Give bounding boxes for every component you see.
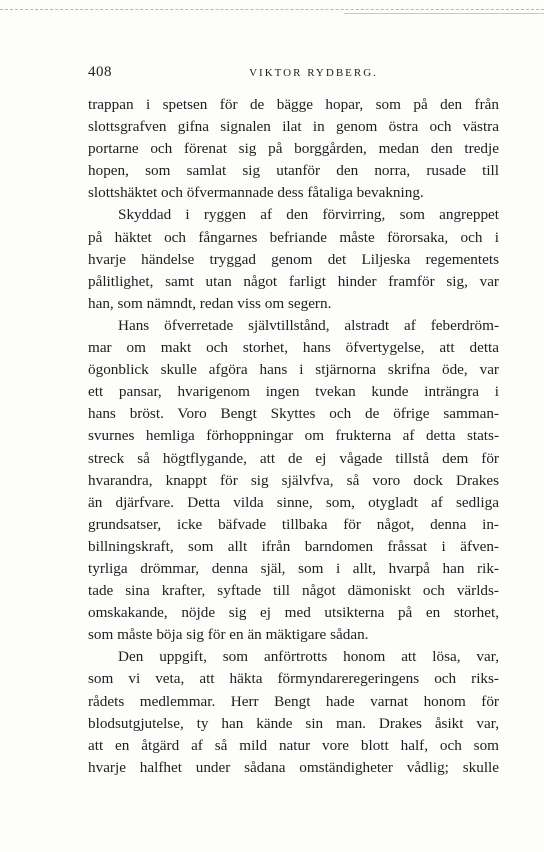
- text-line: som måste böja sig för en än mäktigare sådan.: [88, 626, 369, 644]
- text-line: än djärfvare. Detta vilda sinne, som, otygladt af sedliga: [88, 493, 499, 511]
- text-line: slottshäktet och öfvermannade dess fåtaliga bevakning.: [88, 184, 424, 202]
- text-line: omskakande, nöjde sig ej med utsikterna på en storhet,: [88, 604, 499, 622]
- text-line: slottsgrafven gifna signalen ilat in genom östra och västra: [88, 118, 499, 136]
- text-line: som vi veta, att häkta förmyndareregeringens och riks-: [88, 670, 499, 688]
- body-text: [88, 94, 499, 779]
- page-header: [88, 60, 499, 82]
- scan-edge-rule-right: [344, 13, 544, 14]
- text-line: Den uppgift, som anförtrotts honom att lösa, var,: [118, 648, 499, 666]
- text-line: hvarje halfhet under sådana omständigheter vådlig; skulle: [88, 758, 499, 776]
- text-line: han, som nämndt, redan viss om segern.: [88, 294, 332, 312]
- text-line: grundsatser, icke bäfvade tillbaka för något, denna in-: [88, 515, 499, 533]
- text-line: hopen, som samlat sig utanför den norra, rusade till: [88, 162, 499, 180]
- text-line: hvarandra, knappt för sig självfva, så voro dock Drakes: [88, 471, 499, 489]
- text-line: portarne och förenat sig på borggården, medan den tredje: [88, 140, 499, 158]
- page-number: 408: [88, 64, 112, 80]
- text-line: blodsutgjutelse, ty han kände sin man. Drakes åsikt var,: [88, 714, 499, 732]
- running-head: VIKTOR RYDBERG.: [249, 67, 378, 79]
- text-line: svurnes hemliga förhoppningar om frukterna af detta stats-: [88, 427, 499, 445]
- scan-edge-rule: [0, 9, 544, 10]
- text-line: på häktet och fångarnes befriande måste förorsaka, och i: [88, 228, 499, 246]
- text-line: Skyddad i ryggen af den förvirring, som angreppet: [118, 206, 499, 224]
- text-line: hans bröst. Voro Bengt Skyttes och de öfrige samman-: [88, 405, 499, 423]
- text-line: mar om makt och storhet, hans öfvertygelse, att detta: [88, 339, 499, 357]
- text-line: att en åtgärd af så mild natur vore blott half, och som: [88, 736, 499, 754]
- text-line: ett pansar, hvarigenom ingen tvekan kunde inträngra i: [88, 383, 499, 401]
- text-line: tade sina krafter, syftade till något dämoniskt och världs-: [88, 582, 499, 600]
- text-line: tyrliga drömmar, denna själ, som i allt, hvarpå han rik-: [88, 559, 499, 577]
- text-line: pålitlighet, samt utan något farligt hinder framför sig, var: [88, 272, 499, 290]
- text-line: hvarje händelse tryggad genom det Liljeska regementets: [88, 250, 499, 268]
- text-line: rådets medlemmar. Herr Bengt hade varnat honom för: [88, 692, 499, 710]
- text-line: streck så högtflygande, att de ej vågade tillstå dem för: [88, 449, 499, 467]
- text-line: ögonblick skulle afgöra hans i stjärnorna skrifna öde, var: [88, 361, 499, 379]
- text-line: trappan i spetsen för de bägge hopar, som på den från: [88, 96, 499, 113]
- text-line: billningskraft, som allt ifrån barndomen fråssat i äfven-: [88, 537, 499, 555]
- text-line: Hans öfverretade självtillstånd, alstradt af feberdröm-: [118, 316, 499, 334]
